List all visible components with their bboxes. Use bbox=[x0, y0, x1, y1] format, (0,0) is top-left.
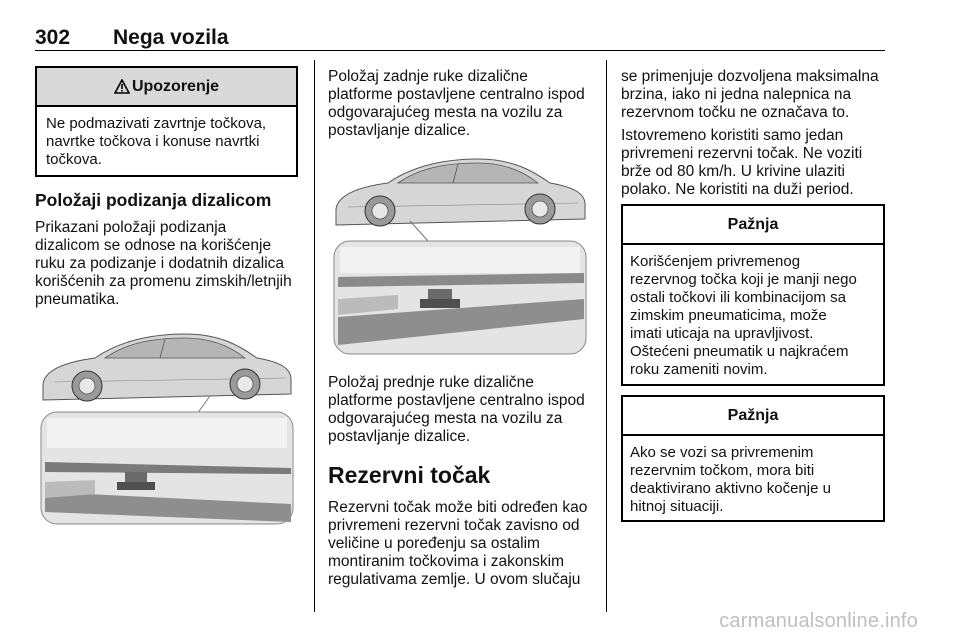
caution-box-braking bbox=[621, 395, 885, 522]
caution-box-handling bbox=[621, 204, 885, 386]
warning-triangle-icon bbox=[114, 79, 130, 94]
text-line: brže od 80 km/h. U krivine ulaziti bbox=[621, 163, 845, 180]
text-line: Prikazani položaji podizanja bbox=[35, 219, 227, 236]
text-line: korišćenih za promenu zimskih/letnjih bbox=[35, 273, 292, 290]
column-divider-2 bbox=[606, 60, 607, 612]
caution-line: hitnoj situaciji. bbox=[630, 498, 724, 515]
caution-line: ostali točkovi ili kombinacijom sa bbox=[630, 289, 846, 306]
caution-box-body bbox=[623, 436, 883, 524]
text-line: veličine u poređenju sa ostalim bbox=[328, 535, 540, 552]
caution-box-header: Pažnja bbox=[623, 206, 883, 245]
warning-box bbox=[35, 66, 298, 177]
text-line: montiranim točkovima i zakonskim bbox=[328, 553, 565, 570]
text-line: Istovremeno koristiti samo jedan bbox=[621, 127, 844, 144]
rear-arm-paragraph bbox=[328, 68, 600, 140]
page-number: 302 bbox=[35, 26, 71, 49]
text-line: odgovarajućeg mesta na vozilu za bbox=[328, 104, 563, 121]
text-line: odgovarajućeg mesta na vozilu za bbox=[328, 410, 563, 427]
warning-box-header bbox=[37, 68, 296, 107]
caution-line: deaktivirano aktivno kočenje u bbox=[630, 480, 831, 497]
front-arm-paragraph bbox=[328, 374, 600, 446]
caution-box-header: Pažnja bbox=[623, 397, 883, 436]
text-line: privremeni rezervni točak zavisno od bbox=[328, 517, 580, 534]
chapter-title: Nega vozila bbox=[113, 26, 229, 49]
front-lift-arm-illustration bbox=[328, 149, 592, 358]
text-line: platforme postavljene centralno ispod bbox=[328, 392, 585, 409]
rear-jack-detail bbox=[41, 412, 293, 524]
caution-line: rezervnog točka koji je manji nego bbox=[630, 271, 857, 288]
text-line: privremeni rezervni točak. Ne voziti bbox=[621, 145, 863, 162]
warning-box-title: Upozorenje bbox=[131, 77, 220, 95]
spare-wheel-heading: Rezervni točak bbox=[328, 462, 491, 488]
single-spare-paragraph bbox=[621, 127, 891, 199]
rear-lift-arm-illustration bbox=[35, 322, 298, 528]
text-line: rezervnom točku ne označava to. bbox=[621, 104, 850, 121]
text-line: ruku za podizanje i dodatnih dizalica bbox=[35, 255, 285, 272]
caution-line: rezervnim točkom, mora biti bbox=[630, 462, 815, 479]
text-line: postavljanje dizalice. bbox=[328, 428, 471, 445]
warning-line: navrtke točkova i konuse navrtki bbox=[46, 133, 260, 150]
warning-line: točkova. bbox=[46, 151, 102, 168]
caution-box-body bbox=[623, 245, 883, 387]
speed-limit-paragraph bbox=[621, 68, 891, 122]
front-jack-detail bbox=[334, 241, 586, 354]
caution-line: Korišćenjem privremenog bbox=[630, 253, 801, 270]
warning-box-body bbox=[37, 107, 296, 177]
column-divider-1 bbox=[314, 60, 315, 612]
text-line: polako. Ne koristiti na duži period. bbox=[621, 181, 854, 198]
text-line: pneumatika. bbox=[35, 291, 120, 308]
spare-wheel-paragraph bbox=[328, 499, 604, 589]
caution-line: roku zameniti novim. bbox=[630, 361, 768, 378]
text-line: dizalicom se odnose na korišćenje bbox=[35, 237, 272, 254]
text-line: se primenjuje dozvoljena maksimalna bbox=[621, 68, 879, 85]
header-divider bbox=[35, 50, 885, 51]
caution-line: imati uticaja na upravljivost. bbox=[630, 325, 814, 342]
text-line: postavljanje dizalice. bbox=[328, 122, 471, 139]
watermark: carmanualsonline.info bbox=[719, 610, 918, 632]
caution-line: Oštećeni pneumatik u najkraćem bbox=[630, 343, 849, 360]
caution-line: zimskim pneumaticima, može bbox=[630, 307, 827, 324]
text-line: Rezervni točak može biti određen kao bbox=[328, 499, 588, 516]
text-line: Položaj zadnje ruke dizalične bbox=[328, 68, 528, 85]
warning-line: Ne podmazivati zavrtnje točkova, bbox=[46, 115, 267, 132]
page-header bbox=[35, 26, 885, 50]
text-line: Položaj prednje ruke dizalične bbox=[328, 374, 534, 391]
caution-line: Ako se vozi sa privremenim bbox=[630, 444, 814, 461]
text-line: platforme postavljene centralno ispod bbox=[328, 86, 585, 103]
lifting-heading: Položaji podizanja dizalicom bbox=[35, 190, 272, 210]
lifting-paragraph bbox=[35, 219, 305, 309]
text-line: brzina, iako ni jedna nalepnica na bbox=[621, 86, 852, 103]
text-line: regulativama zemlje. U ovom slučaju bbox=[328, 571, 581, 588]
